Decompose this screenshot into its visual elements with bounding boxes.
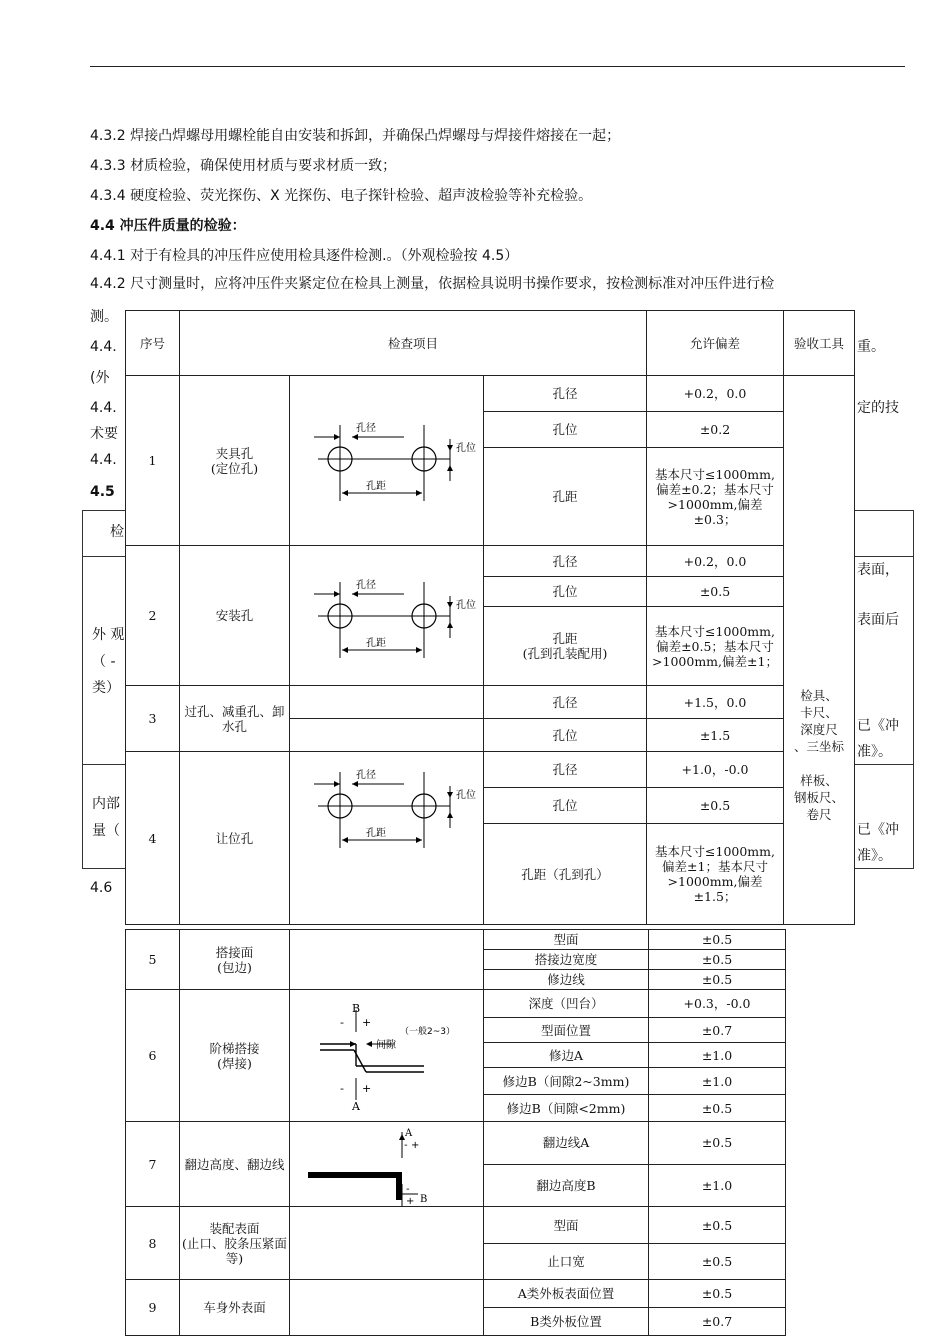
tolerance: +0.2，0.0 [647, 376, 784, 412]
svg-text:+: + [411, 1140, 420, 1151]
sub-item: 孔距（孔到孔） [484, 824, 647, 925]
sub-item: 修边B（间隙<2mm) [484, 1095, 649, 1122]
sub-item: 止口宽 [484, 1244, 649, 1280]
fragment-text: 4.4. [90, 452, 117, 468]
svg-text:-: - [406, 1184, 410, 1195]
fragment-text: 定的技 [857, 400, 899, 416]
background-table-line [82, 510, 83, 868]
tolerance: 基本尺寸≤1000mm,偏差±1；基本尺寸>1000mm,偏差±1.5； [647, 824, 784, 925]
tolerance: ±0.5 [647, 577, 784, 607]
paragraph-4-3-3: 4.3.3 材质检验，确保使用材质与要求材质一致； [90, 158, 397, 174]
header-rule [90, 66, 905, 67]
sub-item: 孔位 [484, 577, 647, 607]
fragment-text: 检 [110, 524, 124, 540]
tolerance: ±0.5 [649, 1095, 786, 1122]
step-lap-diagram [290, 990, 484, 1122]
fragment-text: 4.4. [90, 400, 117, 416]
row-no: 7 [126, 1122, 180, 1207]
paragraph-4-4-2-cont: 测。 [90, 309, 118, 325]
row-item: 车身外表面 [180, 1280, 290, 1336]
tolerance: ±0.5 [649, 930, 786, 950]
tolerance: ±1.5 [647, 719, 784, 752]
fragment-text: （ - [92, 654, 116, 670]
row-no: 9 [126, 1280, 180, 1336]
svg-text:A: A [405, 1128, 413, 1139]
tolerance: ±0.5 [649, 1280, 786, 1308]
fragment-text: 类） [92, 680, 120, 696]
header-tolerance: 允许偏差 [647, 311, 784, 376]
svg-text:孔距: 孔距 [366, 480, 386, 492]
svg-text:孔径: 孔径 [356, 770, 376, 781]
tolerance: ±0.5 [649, 1122, 786, 1165]
header-item: 检查项目 [180, 311, 647, 376]
svg-text:间隙: 间隙 [376, 1039, 396, 1051]
tolerance: ±0.5 [647, 788, 784, 824]
sub-item: 孔径 [484, 686, 647, 719]
svg-text:孔径: 孔径 [356, 579, 376, 591]
fragment-text: 已《冲 [857, 718, 899, 734]
sub-item: 孔位 [484, 788, 647, 824]
row-item: 装配表面 (止口、胶条压紧面等) [180, 1207, 290, 1280]
paragraph-4-4-1: 4.4.1 对于有检具的冲压件应使用检具逐件检测.。（外观检验按 4.5） [90, 248, 519, 264]
sub-item: 型面 [484, 930, 649, 950]
section-heading-4-4: 4.4 冲压件质量的检验： [90, 218, 246, 234]
svg-text:-: - [340, 1081, 344, 1095]
sub-item: 型面 [484, 1207, 649, 1244]
hole-diagram-1 [290, 376, 484, 546]
sub-item: 翻边高度B [484, 1164, 649, 1207]
svg-text:+: + [362, 1015, 372, 1029]
sub-item: 孔径 [484, 752, 647, 788]
tolerance: 基本尺寸≤1000mm,偏差±0.5；基本尺寸>1000mm,偏差±1； [647, 607, 784, 686]
row-no: 3 [126, 686, 180, 752]
tolerance: +0.3，-0.0 [649, 990, 786, 1018]
svg-text:孔位: 孔位 [456, 599, 476, 611]
row-item: 阶梯搭接 (焊接) [180, 990, 290, 1122]
fragment-text: 量（ [92, 823, 120, 839]
svg-text:B: B [352, 1001, 361, 1015]
inspection-table-part1 [125, 310, 855, 925]
fragment-text: 准》。 [857, 848, 892, 864]
tolerance: ±0.5 [649, 1244, 786, 1280]
header-tool: 验收工具 [784, 311, 855, 376]
fragment-text: 内部 [92, 796, 120, 812]
row-item: 让位孔 [180, 752, 290, 925]
sub-item: A类外板表面位置 [484, 1280, 649, 1308]
svg-text:孔位: 孔位 [456, 790, 476, 801]
paragraph-4-3-2: 4.3.2 焊接凸焊螺母用螺栓能自由安装和拆卸，并确保凸焊螺母与焊接件熔接在一起； [90, 128, 621, 144]
inspection-table-part2 [125, 929, 786, 1336]
sub-item: 孔距 (孔到孔装配用) [484, 607, 647, 686]
row-item: 搭接面 (包边) [180, 930, 290, 990]
tolerance: ±1.0 [649, 1043, 786, 1068]
row-item: 夹具孔 (定位孔) [180, 376, 290, 546]
tolerance: ±0.7 [649, 1018, 786, 1043]
row-no: 6 [126, 990, 180, 1122]
row-no: 4 [126, 752, 180, 925]
sub-item: 孔径 [484, 546, 647, 577]
fragment-text: 表面， [857, 562, 899, 578]
tolerance: +0.2，0.0 [647, 546, 784, 577]
empty-diagram-cell [290, 686, 484, 719]
fragment-text: 重。 [857, 339, 885, 355]
hole-diagram-4 [290, 752, 484, 925]
svg-text:A: A [352, 1099, 360, 1113]
fragment-text: (外 [90, 370, 110, 386]
sub-item: 孔径 [484, 376, 647, 412]
fragment-text: 外 观 [92, 627, 125, 643]
fragment-text: 准》。 [857, 744, 892, 760]
empty-diagram-cell [290, 1280, 484, 1336]
empty-diagram-cell [290, 930, 484, 990]
svg-text:孔距: 孔距 [366, 828, 386, 839]
row-item: 过孔、减重孔、卸水孔 [180, 686, 290, 752]
paragraph-4-3-4: 4.3.4 硬度检验、荧光探伤、X 光探伤、电子探针检验、超声波检验等补充检验。 [90, 188, 593, 204]
fragment-text: 4.6 [90, 880, 113, 896]
tolerance: ±1.0 [649, 1164, 786, 1207]
paragraph-4-4-2: 4.4.2 尺寸测量时，应将冲压件夹紧定位在检具上测量，依据检具说明书操作要求，按检测标准对冲压件进行检 [90, 276, 775, 292]
row-no: 5 [126, 930, 180, 990]
hole-diagram-2 [290, 546, 484, 686]
empty-diagram-cell [290, 719, 484, 752]
svg-text:+: + [362, 1081, 372, 1095]
tolerance: ±0.5 [649, 970, 786, 990]
sub-item: 搭接边宽度 [484, 950, 649, 970]
acceptance-tool: 检具、 卡尺、 深度尺 、三坐标 样板、 钢板尺、 卷尺 [784, 376, 855, 925]
sub-item: B类外板位置 [484, 1308, 649, 1336]
sub-item: 修边线 [484, 970, 649, 990]
svg-text:+: + [406, 1196, 415, 1206]
sub-item: 深度（凹台） [484, 990, 649, 1018]
svg-text:（一般2~3）: （一般2~3） [400, 1026, 455, 1037]
fragment-text: 已《冲 [857, 822, 899, 838]
sub-item: 修边A [484, 1043, 649, 1068]
row-no: 1 [126, 376, 180, 546]
sub-item: 型面位置 [484, 1018, 649, 1043]
tolerance: ±0.5 [649, 950, 786, 970]
tolerance: ±0.2 [647, 412, 784, 448]
sub-item: 孔位 [484, 412, 647, 448]
svg-text:孔径: 孔径 [356, 422, 376, 434]
tolerance: +1.5，0.0 [647, 686, 784, 719]
sub-item: 孔位 [484, 719, 647, 752]
tolerance: +1.0，-0.0 [647, 752, 784, 788]
svg-text:-: - [340, 1015, 344, 1029]
fragment-text: 表面后 [857, 612, 899, 628]
flange-diagram [290, 1122, 484, 1207]
background-table-line [913, 510, 914, 868]
header-no: 序号 [126, 311, 180, 376]
row-no: 8 [126, 1207, 180, 1280]
svg-text:B: B [420, 1194, 428, 1205]
fragment-text: 4.5 [90, 484, 115, 500]
tolerance: 基本尺寸≤1000mm,偏差±0.2；基本尺寸>1000mm,偏差±0.3； [647, 448, 784, 546]
svg-text:孔位: 孔位 [456, 442, 476, 454]
svg-text:孔距: 孔距 [366, 637, 386, 649]
tolerance: ±0.5 [649, 1207, 786, 1244]
tolerance: ±0.7 [649, 1308, 786, 1336]
row-item: 安装孔 [180, 546, 290, 686]
sub-item: 翻边线A [484, 1122, 649, 1165]
empty-diagram-cell [290, 1207, 484, 1280]
row-item: 翻边高度、翻边线 [180, 1122, 290, 1207]
sub-item: 修边B（间隙2~3mm) [484, 1068, 649, 1095]
fragment-text: 术要 [90, 426, 118, 442]
svg-text:-: - [404, 1140, 408, 1151]
tolerance: ±1.0 [649, 1068, 786, 1095]
sub-item: 孔距 [484, 448, 647, 546]
row-no: 2 [126, 546, 180, 686]
fragment-text: 4.4. [90, 339, 117, 355]
